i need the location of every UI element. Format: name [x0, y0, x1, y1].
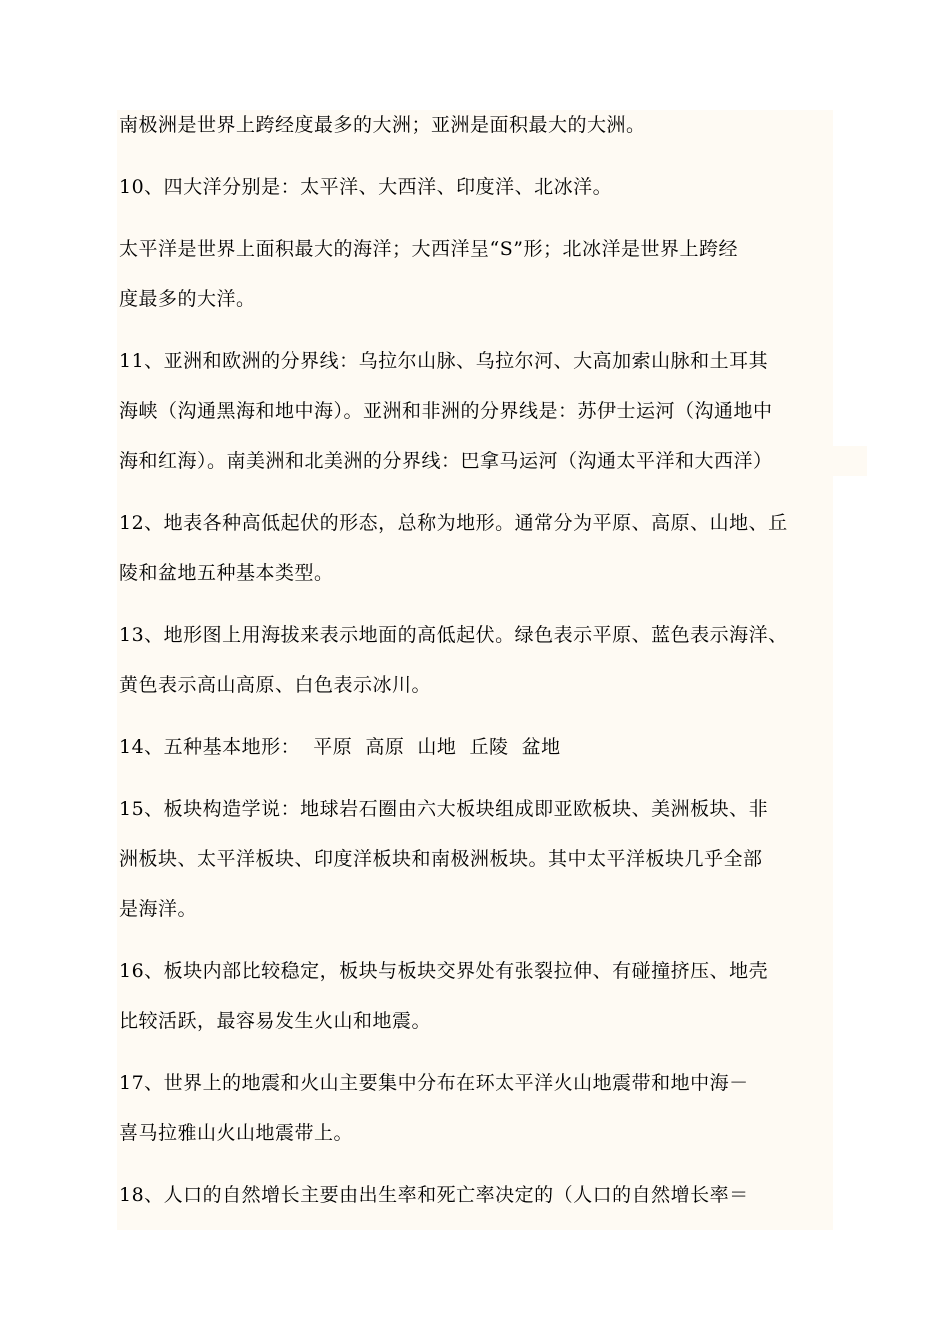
text-line: 14、五种基本地形： 平原 高原 山地 丘陵 盆地 [119, 736, 561, 758]
paragraph-16 [117, 956, 833, 1036]
paragraph-18 [117, 1180, 833, 1210]
text-line: 洲板块、太平洋板块、印度洋板块和南极洲板块。其中太平洋板块几乎全部 [119, 848, 763, 870]
text-line: 海和红海）。南美洲和北美洲的分界线：巴拿马运河（沟通太平洋和大西洋） [117, 446, 867, 476]
paragraph-17 [117, 1068, 833, 1148]
paragraph-12 [117, 508, 833, 588]
paragraph-11 [117, 346, 833, 476]
text-line: 16、板块内部比较稳定，板块与板块交界处有张裂拉伸、有碰撞挤压、地壳 [119, 960, 769, 982]
paragraph-13 [117, 620, 833, 700]
text-line: 11、亚洲和欧洲的分界线：乌拉尔山脉、乌拉尔河、大高加索山脉和土耳其 [119, 350, 769, 372]
text-line: 17、世界上的地震和火山主要集中分布在环太平洋火山地震带和地中海－ [119, 1072, 749, 1094]
text-body [117, 110, 833, 1230]
text-line: 10、四大洋分别是：太平洋、大西洋、印度洋、北冰洋。 [119, 176, 613, 198]
paragraph-9b [117, 110, 833, 140]
paragraph-14 [117, 732, 833, 762]
text-line: 度最多的大洋。 [119, 288, 256, 310]
text-line: 南极洲是世界上跨经度最多的大洲；亚洲是面积最大的大洲。 [119, 114, 646, 136]
text-line: 12、地表各种高低起伏的形态，总称为地形。通常分为平原、高原、山地、丘 [119, 512, 788, 534]
text-line: 18、人口的自然增长主要由出生率和死亡率决定的（人口的自然增长率＝ [119, 1184, 749, 1206]
text-line: 13、地形图上用海拔来表示地面的高低起伏。绿色表示平原、蓝色表示海洋、 [119, 624, 788, 646]
paragraph-10 [117, 172, 833, 202]
text-line: 陵和盆地五种基本类型。 [119, 562, 334, 584]
paragraph-10b [117, 234, 833, 314]
text-line: 黄色表示高山高原、白色表示冰川。 [119, 674, 432, 696]
text-line: 喜马拉雅山火山地震带上。 [119, 1122, 354, 1144]
text-line: 太平洋是世界上面积最大的海洋；大西洋呈“S”形；北冰洋是世界上跨经 [119, 238, 738, 260]
paragraph-15 [117, 794, 833, 924]
text-line: 比较活跃，最容易发生火山和地震。 [119, 1010, 432, 1032]
text-line: 是海洋。 [119, 898, 198, 920]
text-line: 海峡（沟通黑海和地中海）。亚洲和非洲的分界线是：苏伊士运河（沟通地中 [119, 400, 773, 422]
text-line: 15、板块构造学说：地球岩石圈由六大板块组成即亚欧板块、美洲板块、非 [119, 798, 769, 820]
